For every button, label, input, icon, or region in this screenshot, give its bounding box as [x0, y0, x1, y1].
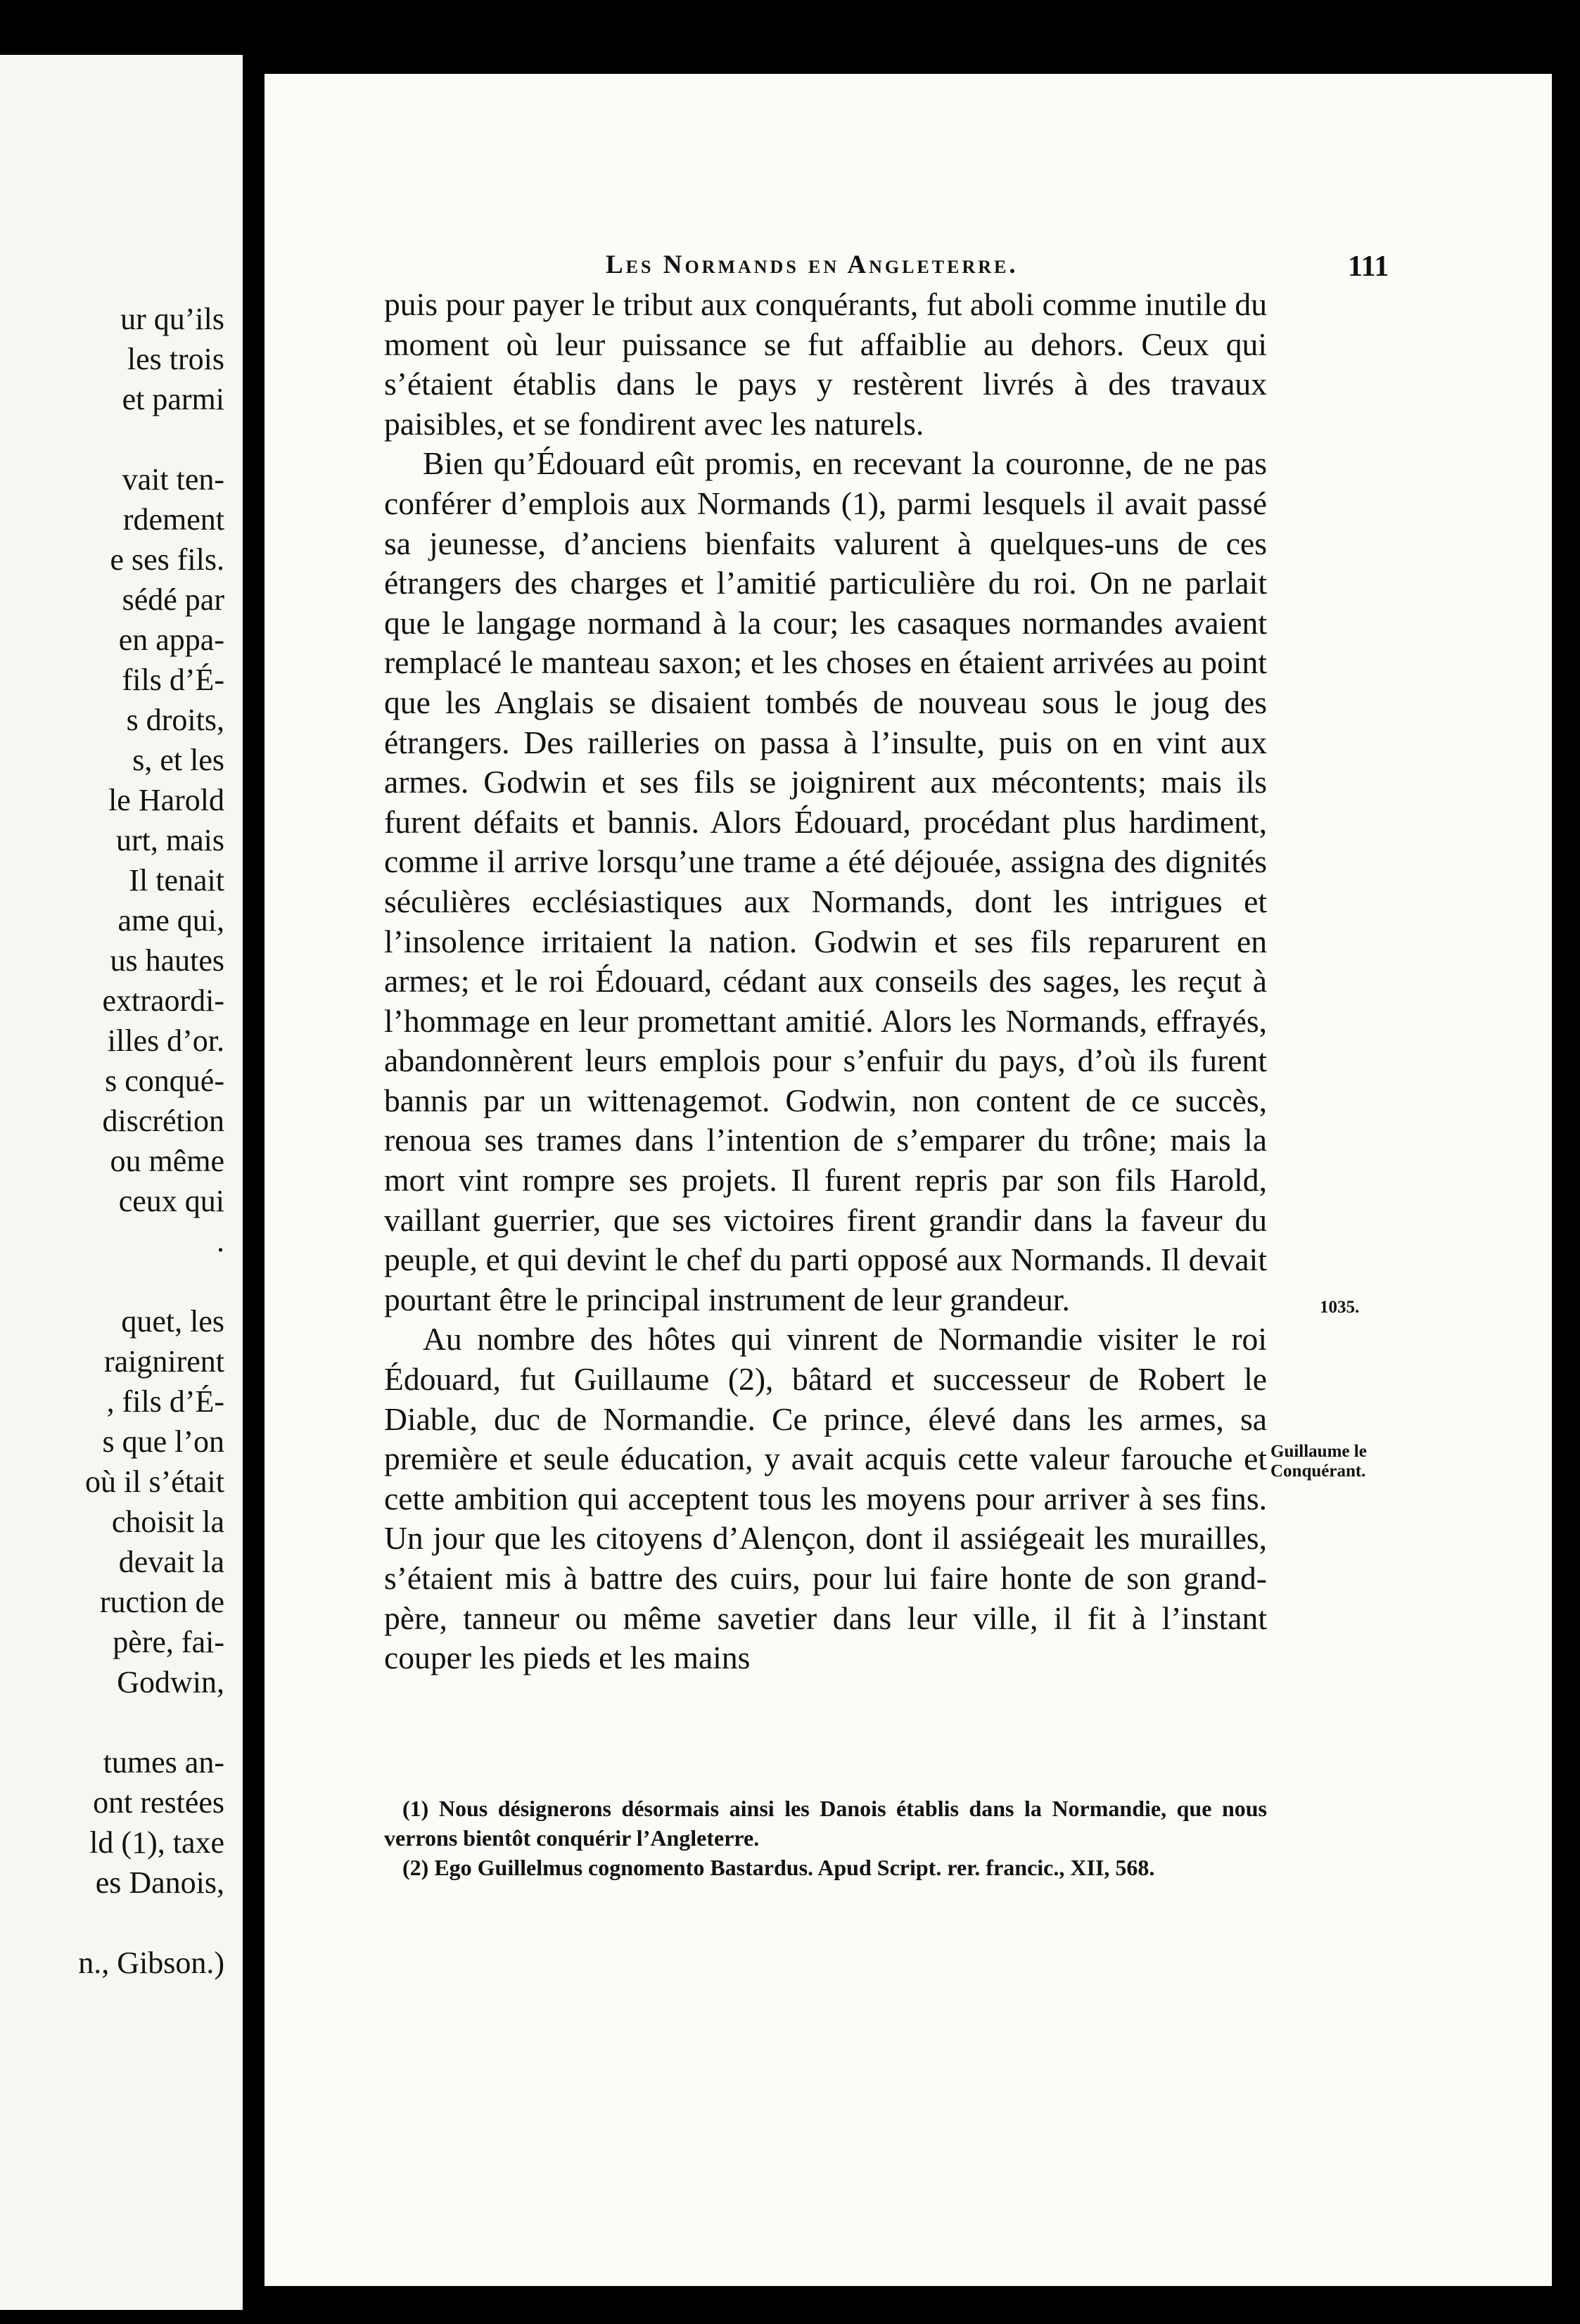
left-page-line: discrétion	[102, 1104, 224, 1138]
footnotes	[384, 1794, 1267, 1882]
footnote-2: (2) Ego Guillelmus cognomento Bastardus. Apud Script. rer. francic., XII, 568.	[402, 1855, 1155, 1880]
left-page-fragment	[0, 55, 243, 2310]
left-page-line: devait la	[118, 1545, 224, 1579]
left-page-line: vait ten-	[122, 462, 224, 497]
left-page-line: fils d’É-	[122, 663, 224, 697]
left-page-line: ame qui,	[117, 903, 224, 938]
running-header: Les Normands en Angleterre.	[606, 250, 1019, 279]
left-page-line: ceux qui	[118, 1184, 224, 1218]
left-page-line: ld (1), taxe	[89, 1825, 224, 1860]
paragraph-2: Bien qu’Édouard eût promis, en recevant la couronne, de ne pas conférer d’emplois aux Normands (1), parmi lesquels il avait passé sa jeunesse, d’anciens bienfaits valurent à quelques-uns de ces étrangers des charges et l’amitié particulière du roi. On ne parlait que le langage normand à la cour; les casaques normandes avaient remplacé le manteau saxon; et les choses en étaient arrivées au point que les Anglais se disaient tombés de nouveau sous le joug des étrangers. Des railleries on passa à l’insulte, puis on en vint aux armes. Godwin et ses fils se joignirent aux mécontents; mais ils furent défaits et bannis. Alors Édouard, procédant plus hardiment, comme il arrive lorsqu’une trame a été déjouée, assigna des dignités séculières ecclésiastiques aux Normands, dont les intrigues et l’insolence irritaient la nation. Godwin et ses fils reparurent en armes; et le roi Édouard, cédant aux conseils des sages, les reçut à l’hommage en leur promettant amitié. Alors les Normands, effrayés, abandonnèrent leurs emplois pour s’enfuir du pays, d’où ils furent bannis par un wittenagemot. Godwin, non content de ce succès, renoua ses trames dans l’intention de s’emparer du trône; mais la mort vint rompre ses projets. Il furent repris par son fils Harold, vaillant guerrier, que ses victoires firent grandir dans la faveur du peuple, et qui devint le chef du parti opposé aux Normands. Il devait pourtant être le principal instrument de leur grandeur.	[384, 445, 1267, 1317]
left-page-line: s droits,	[126, 703, 224, 737]
paragraph-1: puis pour payer le tribut aux conquérants, fut aboli comme inutile du moment où leur puissance se fut affaiblie au dehors. Ceux qui s’étaient établis dans le pays y restèrent livrés à des travaux paisibles, et se fondirent avec les naturels.	[384, 286, 1267, 442]
left-page-line: Il tenait	[129, 863, 224, 898]
left-page-line: en appa-	[118, 622, 224, 657]
left-page-line: tumes an-	[103, 1745, 224, 1780]
left-page-line: ou même	[110, 1144, 224, 1178]
left-page-line: Godwin,	[117, 1665, 224, 1699]
left-page-line: es Danois,	[95, 1865, 224, 1900]
left-page-line: s, et les	[132, 743, 224, 777]
left-page-line: n., Gibson.)	[78, 1946, 224, 1980]
left-page-line: s conqué-	[105, 1064, 224, 1098]
book-gutter	[243, 0, 264, 2324]
paragraph-3: Au nombre des hôtes qui vinrent de Normandie visiter le roi Édouard, fut Guillaume (2), bâtard et successeur de Robert le Diable, duc de Normandie. Ce prince, élevé dans les armes, sa première et seule éducation, y avait acquis cette valeur farouche et cette ambition qui acceptent tous les moyens pour arriver à ses fins. Un jour que les citoyens d’Alençon, dont il assiégeait les murailles, s’étaient mis à battre des cuirs, pour lui faire honte de son grand-père, tanneur ou même savetier dans leur ville, il fit à l’instant couper les pieds et les mains	[384, 1321, 1267, 1676]
margin-note-guillaume: Guillaume le Conquérant.	[1270, 1442, 1367, 1481]
margin-note-year: 1035.	[1320, 1298, 1360, 1317]
right-page	[265, 74, 1552, 2286]
left-page-line: rdement	[122, 502, 224, 537]
page-number: 111	[1348, 250, 1389, 283]
left-page-line: , fils d’É-	[106, 1384, 224, 1419]
left-page-line: où il s’était	[85, 1464, 224, 1499]
left-page-line: urt, mais	[116, 823, 224, 857]
left-page-line: ur qu’ils	[120, 302, 224, 336]
left-page-line: quet, les	[121, 1304, 224, 1339]
left-page-line: s que l’on	[102, 1424, 224, 1459]
left-page-line: .	[217, 1224, 224, 1258]
left-page-line: extraordi-	[102, 983, 224, 1018]
main-text	[384, 285, 1267, 1678]
left-page-line: père, fai-	[113, 1625, 224, 1659]
left-page-line: illes d’or.	[107, 1023, 224, 1058]
left-page-line: choisit la	[111, 1505, 224, 1539]
left-page-line: e ses fils.	[110, 542, 224, 577]
left-page-line: et parmi	[122, 382, 224, 416]
left-page-line: le Harold	[108, 783, 224, 817]
left-page-line: ruction de	[99, 1585, 224, 1619]
left-page-line: us hautes	[110, 943, 224, 978]
left-page-line: les trois	[127, 342, 224, 376]
footnote-1: (1) Nous désignerons désormais ainsi les Danois établis dans la Normandie, que nous verrons bientôt conquérir l’Angleterre.	[384, 1796, 1267, 1851]
left-page-line: ont restées	[93, 1785, 224, 1820]
left-page-line: sédé par	[122, 582, 224, 617]
left-page-line: raignirent	[103, 1344, 224, 1379]
